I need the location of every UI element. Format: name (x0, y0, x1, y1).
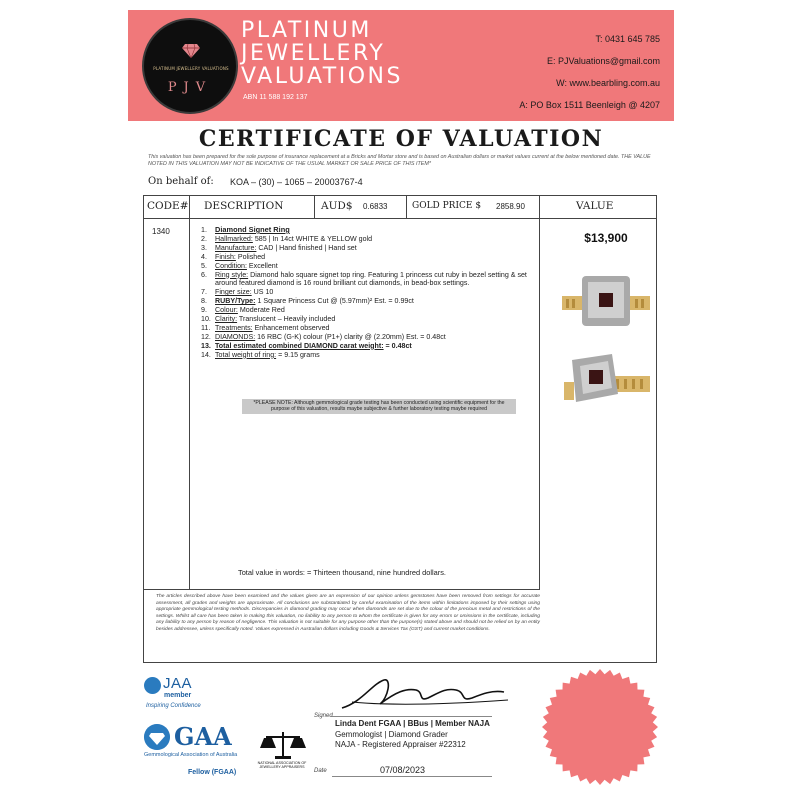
naja-full-name: NATIONAL ASSOCIATION OF JEWELLERY APPRAISERS (257, 761, 307, 770)
jaa-emblem-icon (144, 677, 161, 694)
signer-role: Gemmologist | Diamond Grader (335, 729, 448, 739)
signer-registration: NAJA - Registered Appraiser #22312 (335, 740, 466, 749)
signature-line (332, 716, 492, 717)
abn-number: ABN 11 588 192 137 (243, 94, 308, 101)
jaa-member-logo (144, 675, 224, 713)
logo-ring-text: PLATINUM JEWELLERY VALUATIONS (153, 66, 229, 71)
list-item: 3. Manufacture: CAD | Hand finished | Hand set (201, 243, 357, 252)
list-item: 7. Finger size: US 10 (201, 288, 274, 297)
gaa-text: GAA (174, 722, 232, 751)
signed-label: Signed (314, 713, 333, 719)
column-divider (406, 196, 407, 218)
list-item: 4. Finish: Polished (201, 252, 266, 261)
scales-icon (258, 730, 308, 760)
list-item: 9. Colour: Moderate Red (201, 306, 285, 315)
ring-photo-top (562, 268, 650, 330)
list-item: 8. RUBY/Type: 1 Square Princess Cut @ (5.97mm)² Est. = 0.99ct (201, 297, 414, 306)
list-item: 2. Hallmarked: 585 | In 14ct WHITE & YELLOW gold (201, 234, 373, 243)
list-item: 11. Treatments: Enhancement observed (201, 323, 330, 332)
logo-initials: PJV (167, 80, 213, 95)
brand-line: PLATINUM (241, 18, 372, 43)
brand-line: JEWELLERY (241, 41, 386, 66)
behalf-label: On behalf of: (148, 176, 214, 187)
row-divider (144, 589, 540, 590)
jaa-text: JAA (163, 675, 193, 692)
date-label: Date (314, 768, 327, 774)
email-address: E: PJValuations@gmail.com (546, 56, 660, 66)
gaa-fellow: Fellow (FGAA) (188, 769, 237, 776)
brand-name (241, 19, 441, 88)
terms-fine-print: The articles described above have been examined and the values given are an expression of our opinion unless gemstones have been removed from settings for accurate assessment, all grades and weights are approximate. All conclusions are substantiated by careful examination of the items within limitations imposed by their settings using appropriate gemmological testing methods. Discrepancies in diamond grading may occur when diamonds are set due to the colour of the precious metal and restrictions of the settings. Whilst all care has been taken in making this valuation, no liability to any person to whom the certificate is given for any errors or omissions in the certificate, including any liability to any person by reason of negligence. This valuation is not suitable for any purpose other than the purpose(s) stated above and should not be relied on by an entity besides addressee, unless specifically noted. Values expressed in Australian dollars including Goods & Services Tax (GST) and current market conditions. (156, 594, 540, 632)
jaa-member-text: member (164, 692, 192, 699)
phone-number: T: 0431 645 785 (595, 34, 660, 44)
column-divider (539, 196, 540, 590)
gaa-full-name: Gemmological Association of Australia (144, 752, 238, 758)
list-item: 13. Total estimated combined DIAMOND carat weight: = 0.48ct (201, 341, 412, 350)
column-divider (314, 196, 315, 218)
gaa-diamond-icon (144, 724, 170, 750)
ring-photo-angle (562, 348, 650, 410)
valuation-table (143, 195, 657, 663)
letterhead-banner (128, 10, 674, 121)
item-code: 1340 (152, 227, 170, 236)
header-gold-label: GOLD PRICE $ (412, 201, 482, 211)
postal-address: A: PO Box 1511 Beenleigh @ 4207 (519, 100, 660, 110)
certificate-title: CERTIFICATE OF VALUATION (198, 126, 604, 152)
list-item: 6. Ring style: Diamond halo square signet top ring. Featuring 1 princess cut ruby in bezel setting & set around featured diamond is 16 round brilliant cut diamonds, in bead-box settings. (201, 270, 527, 288)
pjv-logo (142, 18, 238, 114)
signer-name: Linda Dent FGAA | BBus | Member NAJA (335, 719, 490, 728)
gaa-logo (144, 722, 254, 780)
header-code: CODE# (147, 200, 189, 212)
seal-shape (542, 669, 658, 785)
brand-line: VALUATIONS (241, 64, 403, 89)
header-description: DESCRIPTION (204, 200, 284, 212)
date-line (332, 776, 492, 777)
list-item: 12. DIAMONDS: 16 RBC (G-K) colour (P1+) clarity @ (2.20mm) Est. = 0.48ct (201, 332, 446, 341)
header-aud-label: AUD$ (321, 200, 353, 212)
header-gold-value: 2858.90 (496, 202, 525, 211)
total-value-in-words: Total value in words: = Thirteen thousand, nine hundred dollars. (238, 568, 446, 577)
item-title: Diamond Signet Ring (215, 225, 290, 234)
behalf-reference: KOA – (30) – 1065 – 20003767-4 (230, 177, 363, 187)
seal-stamp (540, 667, 660, 787)
jaa-tagline: Inspiring Confidence (146, 703, 201, 709)
header-aud-value: 0.6833 (363, 202, 388, 211)
website-url: W: www.bearbling.com.au (556, 78, 660, 88)
list-item: 14. Total weight of ring: = 9.15 grams (201, 350, 320, 359)
item-description-list (201, 226, 531, 360)
valuation-amount: $13,900 (584, 231, 628, 245)
signature-image (332, 672, 512, 716)
list-item: 5. Condition: Excellent (201, 261, 278, 270)
table-header-row (144, 196, 656, 219)
contact-details (519, 28, 660, 116)
diamond-icon (182, 44, 200, 58)
naja-logo (258, 730, 308, 776)
list-item: 10. Clarity: Translucent – Heavily included (201, 315, 336, 324)
header-value: VALUE (576, 200, 614, 212)
column-divider (189, 196, 190, 590)
valuation-disclaimer: This valuation has been prepared for the sole purpose of insurance replacement at a Bricks and Mortar store and is based on Australian dollars or market values current at the below mentioned date. THE VALUE NOTED IN THIS VALUATION MAY NOT BE INDICATIVE OF THE USUAL MARKET OR SALE PRICE OF THIS ITEM* (148, 154, 651, 167)
valuation-date: 07/08/2023 (380, 765, 426, 775)
list-item: 1. Diamond Signet Ring (201, 225, 290, 234)
signer-details (335, 719, 490, 751)
testing-note: *PLEASE NOTE: Although gemmological grade testing has been conducted using scientific equipment for the purpose of this valuation, results maybe subjective & further laboratory testing maybe required (242, 399, 516, 414)
